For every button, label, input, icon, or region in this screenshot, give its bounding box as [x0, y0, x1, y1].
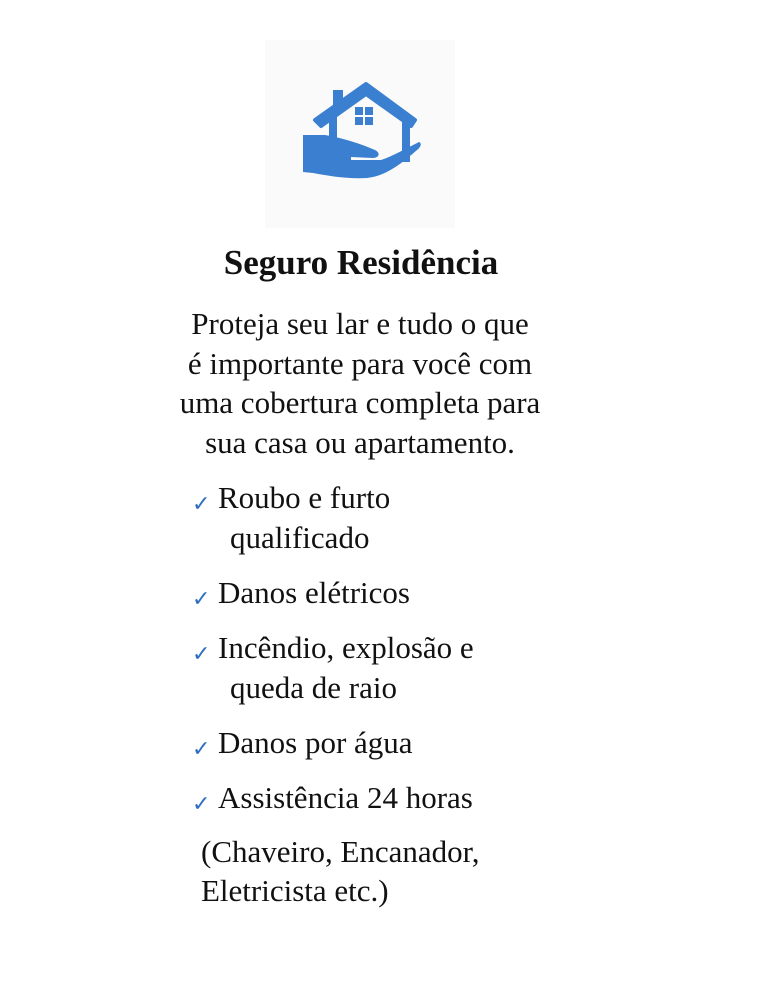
- feature-label-continued: qualificado: [230, 520, 370, 555]
- note-line: (Chaveiro, Encanador,: [201, 834, 480, 869]
- checkmark-icon: ✓: [192, 587, 211, 612]
- feature-item: [192, 778, 474, 818]
- feature-item: [192, 628, 474, 708]
- feature-item: [192, 573, 474, 613]
- house-in-hand-icon: [303, 80, 421, 180]
- description: [150, 304, 570, 462]
- feature-label: Assistência 24 horas: [218, 780, 473, 815]
- feature-label: Danos por água: [218, 725, 413, 760]
- checkmark-icon: ✓: [192, 642, 211, 667]
- feature-item: [192, 478, 474, 558]
- page-title: Seguro Residência: [223, 243, 499, 282]
- logo-container: [265, 40, 455, 228]
- description-line: uma cobertura completa para: [179, 385, 541, 420]
- checkmark-icon: ✓: [192, 737, 211, 762]
- checkmark-icon: ✓: [192, 492, 211, 517]
- feature-label: Roubo e furto: [218, 480, 391, 515]
- note-line: Eletricista etc.): [201, 873, 389, 908]
- feature-label: Danos elétricos: [218, 575, 410, 610]
- feature-item: [192, 723, 474, 763]
- description-line: sua casa ou apartamento.: [205, 424, 515, 460]
- description-line: é importante para você com: [187, 345, 533, 381]
- feature-label: Incêndio, explosão e: [218, 630, 474, 665]
- feature-list: [192, 478, 474, 833]
- assistance-note: [201, 832, 480, 910]
- checkmark-icon: ✓: [192, 792, 211, 817]
- description-line: Proteja seu lar e tudo o que: [191, 306, 529, 341]
- feature-label-continued: queda de raio: [230, 670, 397, 705]
